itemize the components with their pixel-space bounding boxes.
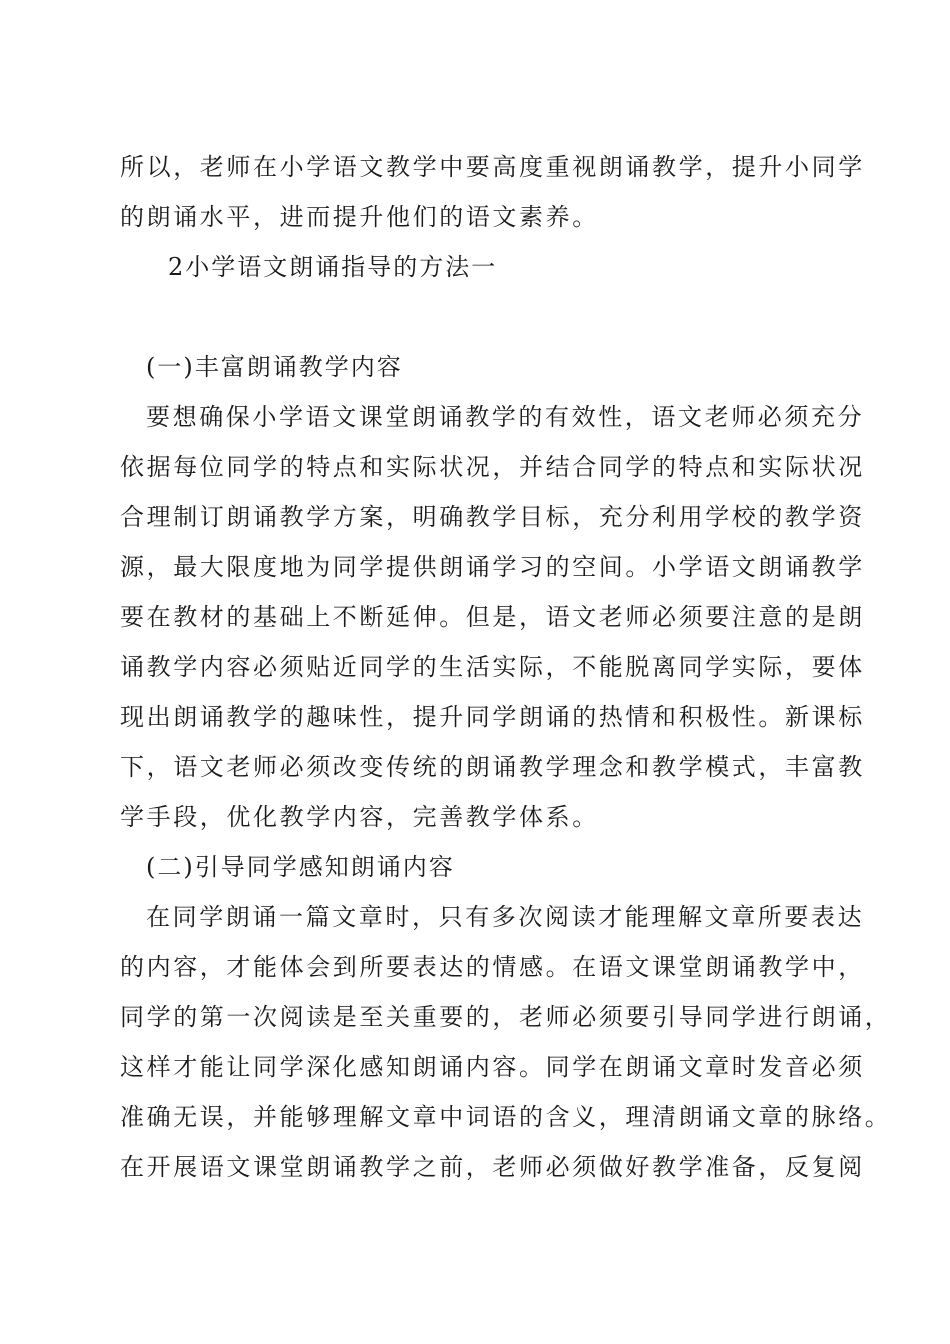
paragraph-line: 合理制订朗诵教学方案，明确教学目标，充分利用学校的教学资 [120, 503, 865, 531]
subsection-heading: (二)引导同学感知朗诵内容 [146, 853, 455, 881]
paragraph-line: 依据每位同学的特点和实际状况，并结合同学的特点和实际状况 [120, 453, 865, 481]
paragraph-line: 的朗诵水平，进而提升他们的语文素养。 [120, 203, 599, 231]
paragraph-line: 的内容，才能体会到所要表达的情感。在语文课堂朗诵教学中， [120, 953, 865, 981]
paragraph-line: 要想确保小学语文课堂朗诵教学的有效性，语文老师必须充分 [146, 403, 865, 431]
subsection-heading: (一)丰富朗诵教学内容 [146, 353, 403, 381]
paragraph-line: 下，语文老师必须改变传统的朗诵教学理念和教学模式，丰富教 [120, 753, 865, 781]
section-heading: 2小学语文朗诵指导的方法一 [168, 253, 498, 281]
paragraph-line: 在同学朗诵一篇文章时，只有多次阅读才能理解文章所要表达 [146, 903, 865, 931]
paragraph-line: 这样才能让同学深化感知朗诵内容。同学在朗诵文章时发音必须 [120, 1053, 865, 1081]
paragraph-line: 在开展语文课堂朗诵教学之前，老师必须做好教学准备，反复阅 [120, 1153, 865, 1181]
paragraph-line: 要在教材的基础上不断延伸。但是，语文老师必须要注意的是朗 [120, 603, 865, 631]
paragraph-line: 现出朗诵教学的趣味性，提升同学朗诵的热情和积极性。新课标 [120, 703, 865, 731]
paragraph-line: 诵教学内容必须贴近同学的生活实际，不能脱离同学实际，要体 [120, 653, 865, 681]
paragraph-line: 同学的第一次阅读是至关重要的，老师必须要引导同学进行朗诵， [120, 1003, 892, 1031]
paragraph-line: 准确无误，并能够理解文章中词语的含义，理清朗诵文章的脉络。 [120, 1103, 892, 1131]
paragraph-line: 所以，老师在小学语文教学中要高度重视朗诵教学，提升小同学 [120, 153, 865, 181]
paragraph-line: 学手段，优化教学内容，完善教学体系。 [120, 803, 599, 831]
paragraph-line: 源，最大限度地为同学提供朗诵学习的空间。小学语文朗诵教学 [120, 553, 865, 581]
